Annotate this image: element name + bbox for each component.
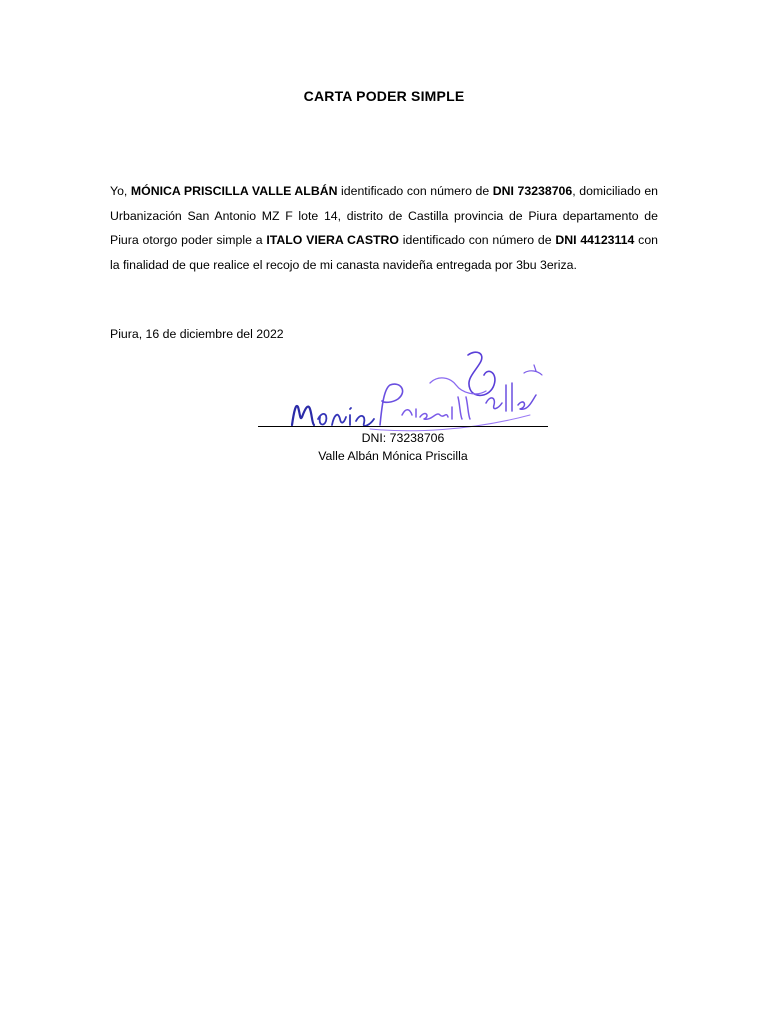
signer-dni: DNI: 73238706 bbox=[361, 431, 445, 445]
body-text-2: identificado con número de bbox=[337, 184, 493, 198]
signer-name: Valle Albán Mónica Priscilla bbox=[318, 449, 468, 463]
body-text-3: , domiciliado en Urbanización San Antonio MZ F lote 14, distrito de Castilla provincia de Piura departamento de Piura otorgo poder simple a bbox=[110, 184, 658, 247]
grantor-name: MÓNICA PRISCILLA VALLE ALBÁN bbox=[130, 184, 338, 198]
grantee-dni: DNI 44123114 bbox=[555, 233, 635, 247]
body-text-5: con la finalidad de que realice el recojo de mi canasta navideña entregada por 3bu 3eriza. bbox=[110, 233, 658, 272]
document-title: CARTA PODER SIMPLE bbox=[303, 88, 465, 104]
document-body bbox=[110, 179, 658, 277]
body-text-4: identificado con número de bbox=[398, 233, 556, 247]
signature-line bbox=[258, 426, 548, 427]
body-text-1: Yo, bbox=[110, 184, 131, 198]
grantor-dni: DNI 73238706 bbox=[492, 184, 573, 198]
place-date: Piura, 16 de diciembre del 2022 bbox=[110, 327, 284, 341]
grantee-name: ITALO VIERA CASTRO bbox=[266, 233, 399, 247]
